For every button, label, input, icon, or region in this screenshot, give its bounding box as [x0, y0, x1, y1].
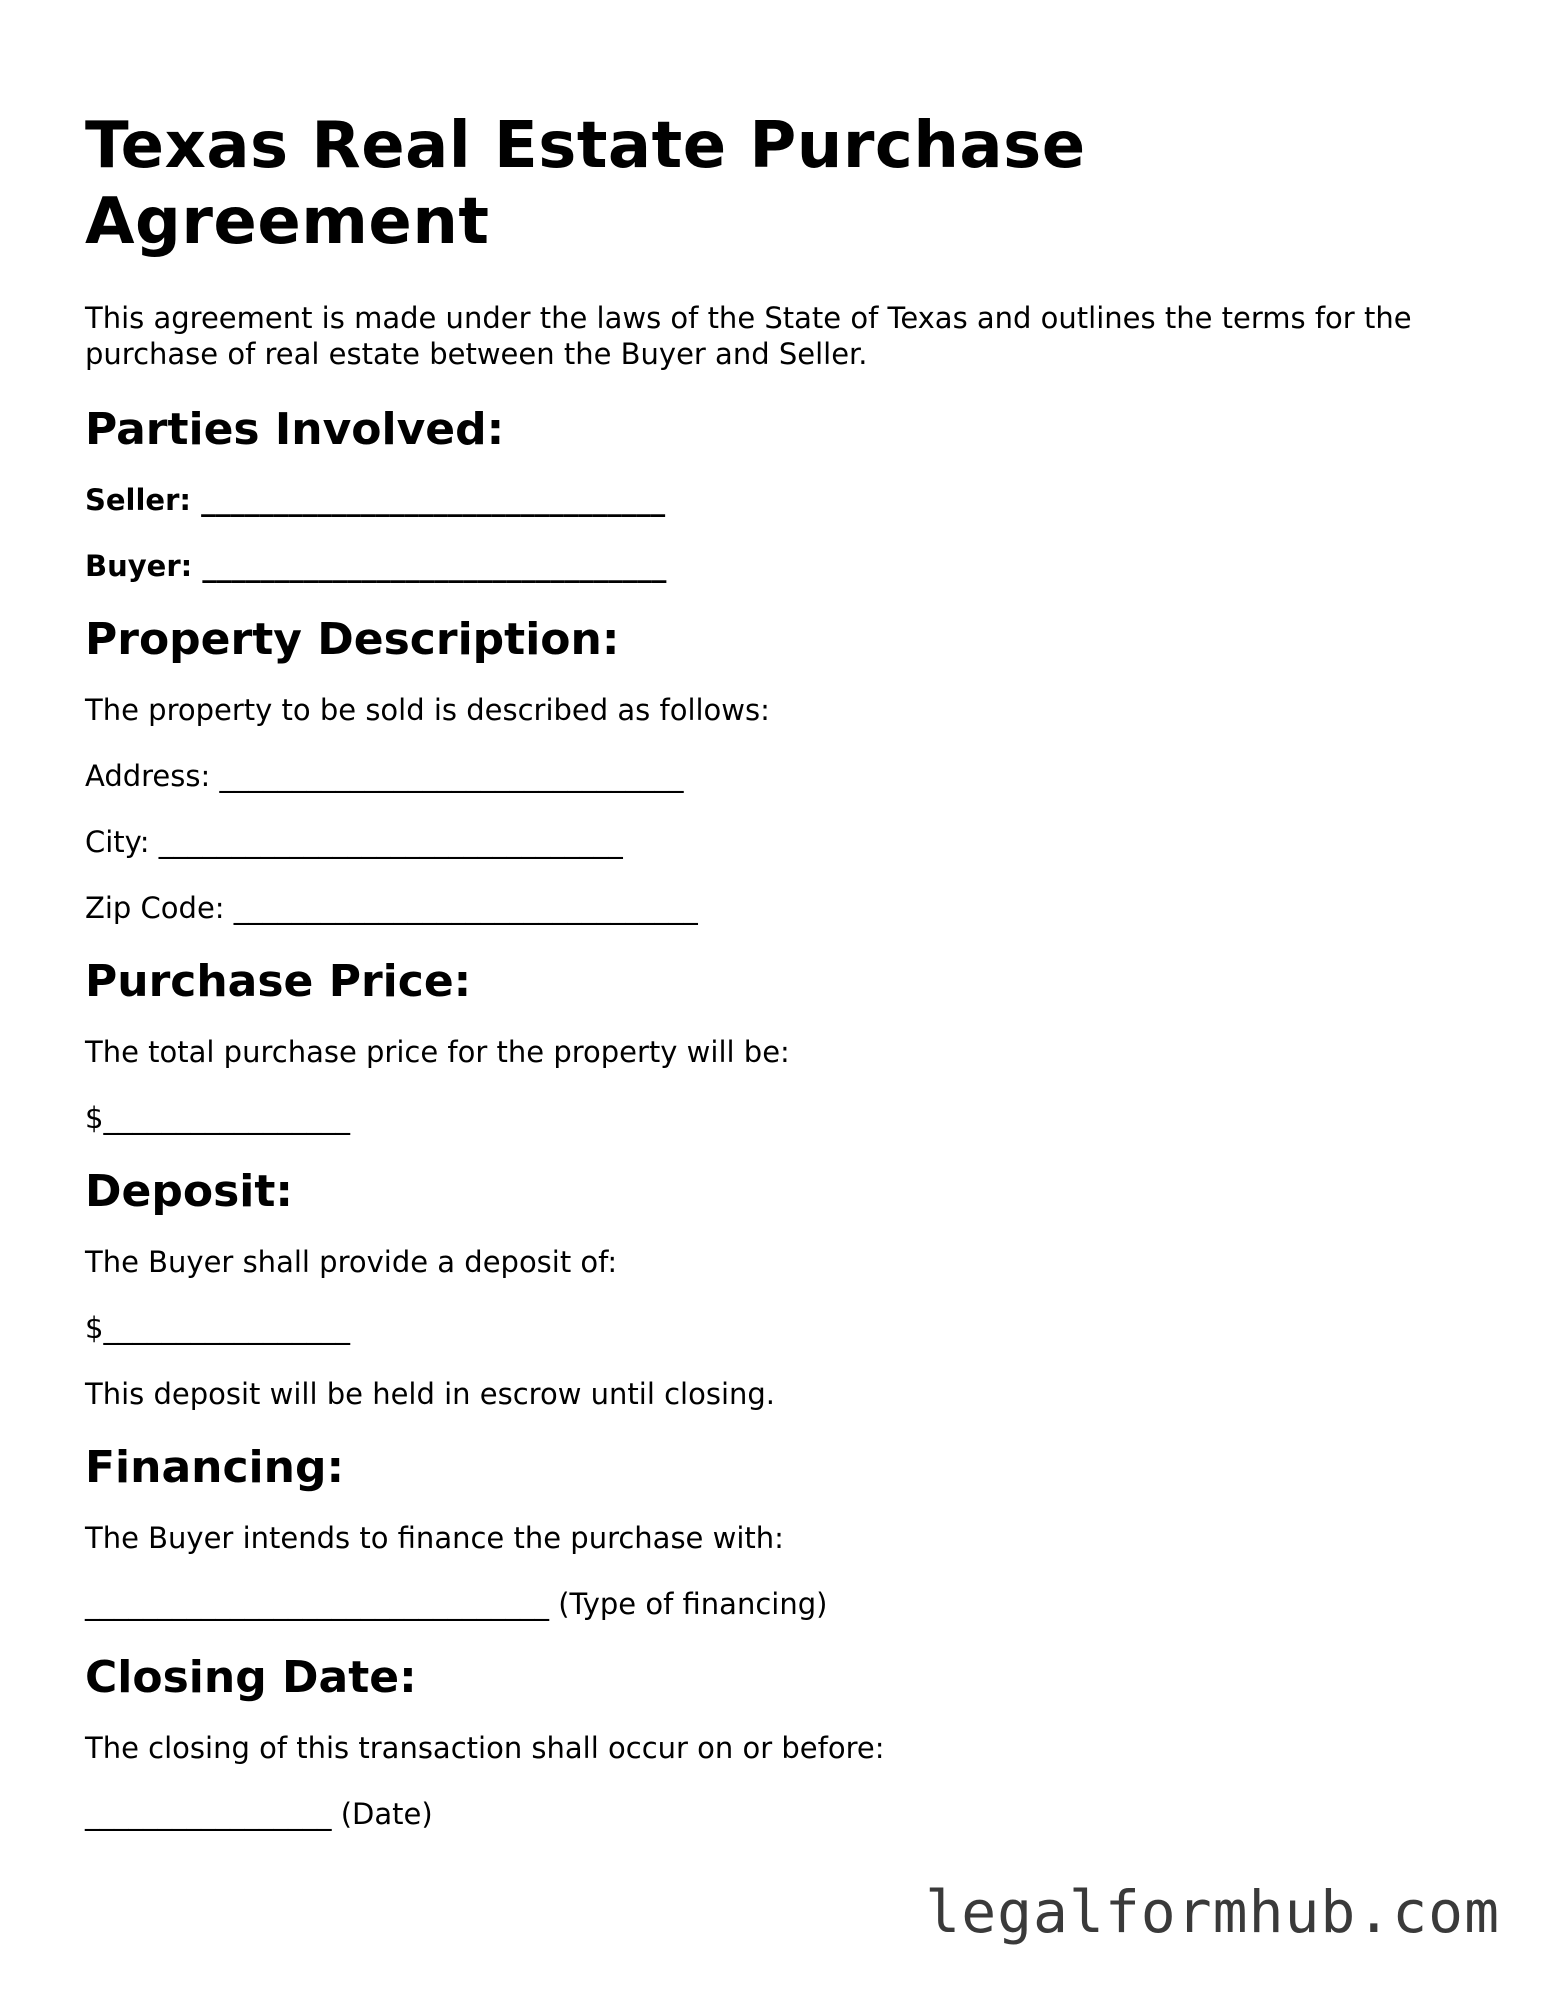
purchase-price-heading: Purchase Price:: [85, 956, 472, 1007]
watermark-logo: legalformhub.com: [925, 1878, 1500, 1946]
purchase-price-field[interactable]: _________________: [103, 1101, 350, 1135]
intro-paragraph: This agreement is made under the laws of the State of Texas and outlines the terms for the purchase of real estate between the Buyer and Seller.: [85, 301, 1412, 371]
city-label: City:: [85, 825, 150, 859]
deposit-field[interactable]: _________________: [103, 1311, 350, 1345]
deposit-line: [85, 1310, 1465, 1346]
address-field[interactable]: ________________________________: [219, 759, 684, 793]
seller-line: [85, 482, 1465, 518]
buyer-line: [85, 548, 1465, 584]
closing-date-label: (Date): [340, 1797, 433, 1831]
address-label: Address:: [85, 759, 211, 793]
buyer-field[interactable]: ________________________________: [202, 549, 667, 583]
city-field[interactable]: ________________________________: [158, 825, 623, 859]
seller-label: Seller:: [85, 483, 192, 517]
document-title: Texas Real Estate Purchase Agreement: [85, 109, 1086, 259]
dollar-sign: $: [85, 1311, 104, 1345]
financing-field[interactable]: ________________________________: [85, 1587, 549, 1621]
property-intro: The property to be sold is described as follows:: [85, 693, 770, 727]
parties-heading: Parties Involved:: [85, 404, 505, 455]
zip-line: [85, 890, 1465, 926]
seller-field[interactable]: ________________________________: [201, 483, 666, 517]
financing-text: The Buyer intends to finance the purchase with:: [85, 1521, 784, 1555]
deposit-note: This deposit will be held in escrow until closing.: [85, 1377, 776, 1411]
dollar-sign: $: [85, 1101, 104, 1135]
financing-line: [85, 1586, 1465, 1622]
deposit-heading: Deposit:: [85, 1166, 293, 1217]
purchase-price-line: [85, 1100, 1465, 1136]
zip-label: Zip Code:: [85, 891, 225, 925]
zip-field[interactable]: ________________________________: [233, 891, 698, 925]
closing-heading: Closing Date:: [85, 1652, 417, 1703]
financing-type-label: (Type of financing): [558, 1587, 828, 1621]
purchase-price-text: The total purchase price for the property will be:: [85, 1035, 790, 1069]
financing-heading: Financing:: [85, 1442, 345, 1493]
document-page: [85, 108, 1465, 1862]
buyer-label: Buyer:: [85, 549, 193, 583]
closing-text: The closing of this transaction shall occur on or before:: [85, 1731, 885, 1765]
deposit-text: The Buyer shall provide a deposit of:: [85, 1245, 618, 1279]
closing-date-field[interactable]: _________________: [85, 1797, 332, 1831]
closing-line: [85, 1796, 1465, 1832]
property-heading: Property Description:: [85, 614, 620, 665]
city-line: [85, 824, 1465, 860]
address-line: [85, 758, 1465, 794]
